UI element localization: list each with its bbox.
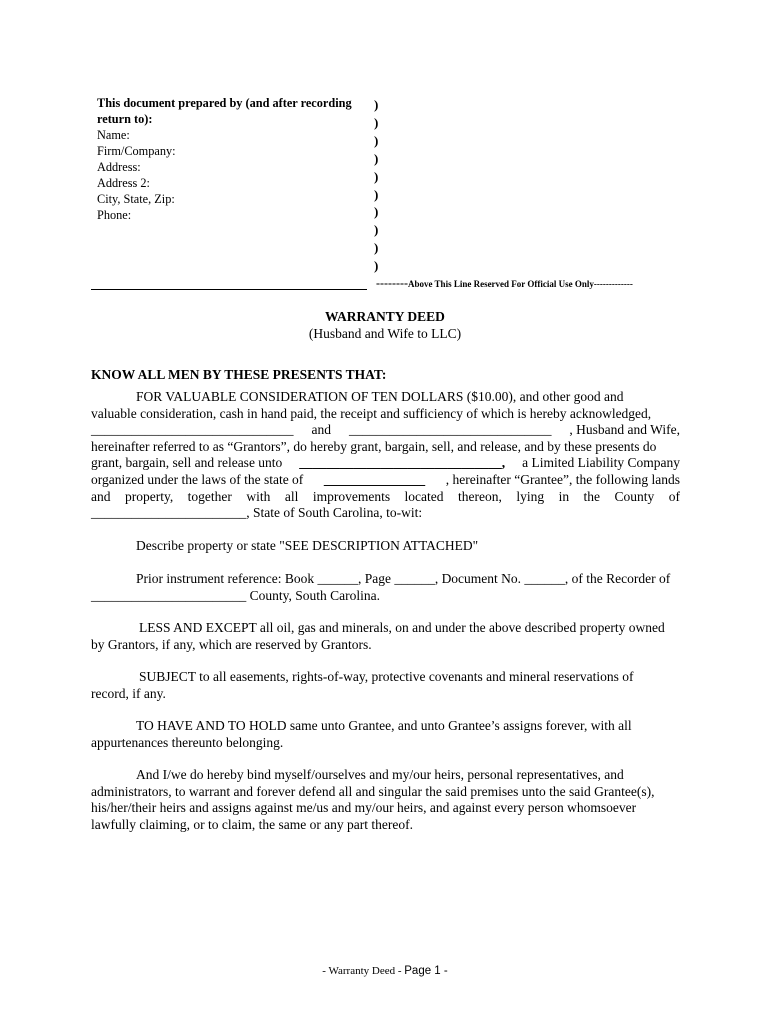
grant-unto-text: grant, bargain, sell and release unto — [91, 455, 283, 471]
consideration-paragraph — [91, 389, 680, 522]
preparer-block — [97, 95, 372, 223]
city-state-zip-label: City, State, Zip: — [97, 192, 175, 206]
paragraph-line — [91, 406, 680, 423]
county-sc-text: County, South Carolina. — [246, 587, 380, 603]
organized-text: organized under the laws of the state of — [91, 471, 304, 487]
phone-label: Phone: — [97, 208, 132, 222]
husband-wife-text: , Husband and Wife, — [569, 422, 680, 438]
official-dashes-left: -------- — [376, 276, 408, 290]
know-all-heading: KNOW ALL MEN BY THESE PRESENTS THAT: — [91, 367, 387, 382]
paren-mark: ) — [374, 258, 379, 274]
paragraph-line — [91, 637, 680, 654]
to-have-and-hold — [91, 718, 680, 751]
paragraph-text: Prior instrument reference: Book ______, Page ______, Document No. ______, of the Recorder of — [136, 571, 671, 586]
paragraph-line — [91, 620, 680, 637]
footer-doc-name: - Warranty Deed - — [322, 965, 405, 977]
county-blank[interactable]: _______________________ — [91, 505, 247, 521]
grantee-lands-text: , hereinafter “Grantee”, the following lands — [445, 471, 680, 487]
paren-mark: ) — [374, 132, 379, 148]
firm-label: Firm/Company: — [97, 144, 176, 158]
paragraph-text: SUBJECT to all easements, rights-of-way, protective covenants and mineral reservations of — [139, 669, 634, 684]
paren-mark: ) — [374, 204, 379, 220]
and-text: and — [311, 422, 331, 438]
paragraph-text: by Grantors, if any, which are reserved by Grantors. — [91, 636, 372, 652]
state-sc-text: , State of South Carolina, to-wit: — [246, 505, 423, 521]
less-and-except — [91, 620, 680, 653]
paragraph-text: And I/we do hereby bind myself/ourselves and my/our heirs, personal representatives, and — [136, 767, 624, 782]
county-line — [91, 505, 680, 522]
document-title: WARRANTY DEED — [325, 309, 445, 324]
paragraph-line — [91, 735, 680, 752]
state-line — [91, 472, 680, 489]
page-number: Page 1 - — [404, 965, 448, 977]
address2-label: Address 2: — [97, 176, 150, 190]
grantor1-blank[interactable]: ______________________________ — [91, 422, 294, 438]
page-footer — [0, 965, 770, 977]
paragraph-line — [91, 669, 680, 686]
grantee-line — [91, 455, 680, 472]
preparer-heading-line2: return to): — [97, 112, 153, 126]
paren-mark: ) — [374, 186, 379, 202]
paragraph-text: and property, together with all improvements located thereon, lying in the County of — [91, 488, 680, 504]
warranty-paragraph — [91, 767, 680, 833]
paragraph-text: TO HAVE AND TO HOLD same unto Grantee, and unto Grantee’s assigns forever, with all — [136, 718, 632, 733]
paren-mark: ) — [374, 240, 379, 256]
paren-mark: ) — [374, 114, 379, 130]
parenthesis-column — [374, 96, 378, 275]
recording-rule — [91, 289, 367, 290]
paren-mark: ) — [374, 150, 379, 166]
paragraph-text: LESS AND EXCEPT all oil, gas and minerals, on and under the above described property owned — [139, 620, 665, 635]
grantor2-blank[interactable]: ______________________________ — [348, 422, 552, 438]
llc-text: a Limited Liability Company — [522, 455, 680, 471]
official-dashes-right: ------------- — [593, 279, 633, 289]
paragraph-line — [91, 718, 680, 735]
grantors-line — [91, 422, 680, 439]
address-label: Address: — [97, 160, 141, 174]
grantee-comma: , — [501, 455, 506, 471]
subject-to — [91, 669, 680, 702]
paragraph-line — [91, 817, 680, 834]
paren-mark: ) — [374, 168, 379, 184]
paragraph-line — [91, 489, 680, 506]
preparer-heading-line1: This document prepared by (and after recording — [97, 96, 352, 110]
paragraph-text: appurtenances thereunto belonging. — [91, 734, 284, 750]
paragraph-line — [91, 784, 680, 801]
paragraph-text: lawfully claiming, or to claim, the same or any part thereof. — [91, 816, 414, 832]
paragraph-text: hereinafter referred to as “Grantors”, do hereby grant, bargain, sell, and release, and by these presents do — [91, 438, 657, 454]
paragraph-text: FOR VALUABLE CONSIDERATION OF TEN DOLLARS ($10.00), and other good and — [136, 389, 624, 404]
name-label: Name: — [97, 128, 130, 142]
recorder-county-line — [91, 588, 680, 605]
paragraph-text: record, if any. — [91, 685, 166, 701]
prior-instrument — [91, 571, 680, 604]
describe-property — [91, 538, 680, 555]
official-use-line — [376, 276, 633, 291]
grantee-blank[interactable]: ______________________________ — [299, 455, 502, 471]
paragraph-line — [91, 767, 680, 784]
paragraph-text: administrators, to warrant and forever defend all and singular the said premises unto the said Grantee(s), — [91, 783, 655, 799]
paragraph-line — [91, 686, 680, 703]
document-subtitle: (Husband and Wife to LLC) — [308, 326, 462, 341]
paragraph-line — [91, 800, 680, 817]
state-blank[interactable]: _______________ — [323, 471, 426, 487]
describe-text: Describe property or state "SEE DESCRIPTION ATTACHED" — [136, 538, 479, 553]
paragraph-line — [91, 571, 680, 588]
paren-mark: ) — [374, 97, 379, 112]
official-use-text: Above This Line Reserved For Official Use Only — [407, 279, 594, 289]
recorder-county-blank[interactable]: _______________________ — [91, 587, 247, 603]
paragraph-text: valuable consideration, cash in hand paid, the receipt and sufficiency of which is hereby acknowledged, — [91, 405, 652, 421]
paragraph-line — [91, 439, 680, 456]
paragraph-text: his/her/their heirs and assigns against me/us and my/our heirs, and against every person whomsoever — [91, 800, 637, 816]
paragraph-line — [91, 389, 680, 406]
paren-mark: ) — [374, 222, 379, 238]
